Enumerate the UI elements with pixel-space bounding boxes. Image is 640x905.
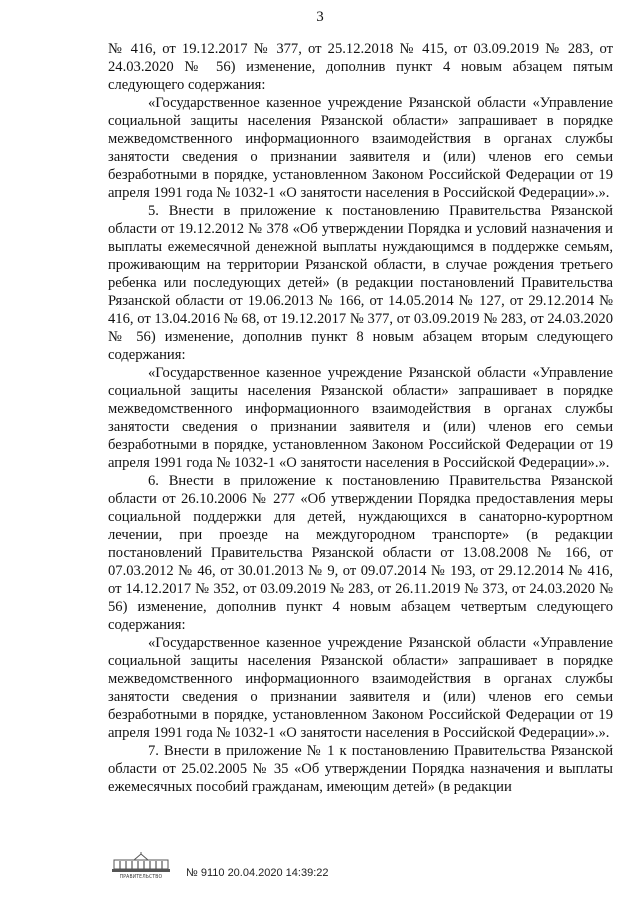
paragraph-quote-2: «Государственное казенное учреждение Рязанской области «Управление социальной защиты населения Рязанской области» запрашивает в порядке межведомственного информационного взаимодействия в органах службы занятости сведения о признании заявителя и (или) членов его семьи безработными в порядке, установленном Законом Российской Федерации от 19 апреля 1991 года № 1032-1 «О занятости населения в Российской Федерации».». bbox=[108, 365, 613, 471]
page-number: 3 bbox=[316, 9, 324, 25]
document-body bbox=[108, 40, 613, 796]
paragraph-quote-1: «Государственное казенное учреждение Рязанской области «Управление социальной защиты населения Рязанской области» запрашивает в порядке межведомственного информационного взаимодействия в органах службы занятости сведения о признании заявителя и (или) членов его семьи безработными в порядке, установленном Законом Российской Федерации от 19 апреля 1991 года № 1032-1 «О занятости населения в Российской Федерации».». bbox=[108, 95, 613, 201]
registration-stamp: № 9110 20.04.2020 14:39:22 bbox=[186, 867, 329, 879]
paragraph-quote-3: «Государственное казенное учреждение Рязанской области «Управление социальной защиты населения Рязанской области» запрашивает в порядке межведомственного информационного взаимодействия в органах службы занятости сведения о признании заявителя и (или) членов его семьи безработными в порядке, установленном Законом Российской Федерации от 19 апреля 1991 года № 1032-1 «О занятости населения в Российской Федерации».». bbox=[108, 635, 613, 741]
paragraph-item-5: 5. Внести в приложение к постановлению Правительства Рязанской области от 19.12.2012 № 378 «Об утверждении Порядка и условий назначения и выплаты ежемесячной денежной выплаты нуждающимся в поддержке семьям, проживающим на территории Рязанской области, в случае рождения третьего ребенка или последующих детей» (в редакции постановлений Правительства Рязанской области от 19.06.2013 № 166, от 14.05.2014 № 127, от 29.12.2014 № 416, от 13.04.2016 № 68, от 19.12.2017 № 377, от 03.09.2019 № 283, от 24.03.2020 № 56) изменение, дополнив пункт 8 новым абзацем вторым следующего содержания: bbox=[108, 203, 613, 363]
footer bbox=[108, 852, 329, 884]
paragraph-item-7: 7. Внести в приложение № 1 к постановлению Правительства Рязанской области от 25.02.2005 № 35 «Об утверждении Порядка назначения и выплаты ежемесячных пособий гражданам, имеющим детей» (в редакции bbox=[108, 743, 613, 795]
government-building-seal bbox=[108, 852, 174, 884]
seal-caption: ПРАВИТЕЛЬСТВО bbox=[119, 874, 163, 880]
paragraph-continuation: № 416, от 19.12.2017 № 377, от 25.12.2018 № 415, от 03.09.2019 № 283, от 24.03.2020 № 56) изменение, дополнив пункт 4 новым абзацем пятым следующего содержания: bbox=[108, 41, 613, 93]
building-icon bbox=[108, 852, 174, 874]
paragraph-item-6: 6. Внести в приложение к постановлению Правительства Рязанской области от 26.10.2006 № 277 «Об утверждении Порядка предоставления меры социальной поддержки для детей, нуждающихся в санаторно-курортном лечении, при проезде на междугородном транспорте» (в редакции постановлений Правительства Рязанской области от 13.08.2008 № 166, от 07.03.2012 № 46, от 30.01.2013 № 9, от 09.07.2014 № 193, от 29.12.2014 № 416, от 14.12.2017 № 352, от 03.09.2019 № 283, от 26.11.2019 № 373, от 24.03.2020 № 56) изменение, дополнив пункт 4 новым абзацем четвертым следующего содержания: bbox=[108, 473, 613, 633]
